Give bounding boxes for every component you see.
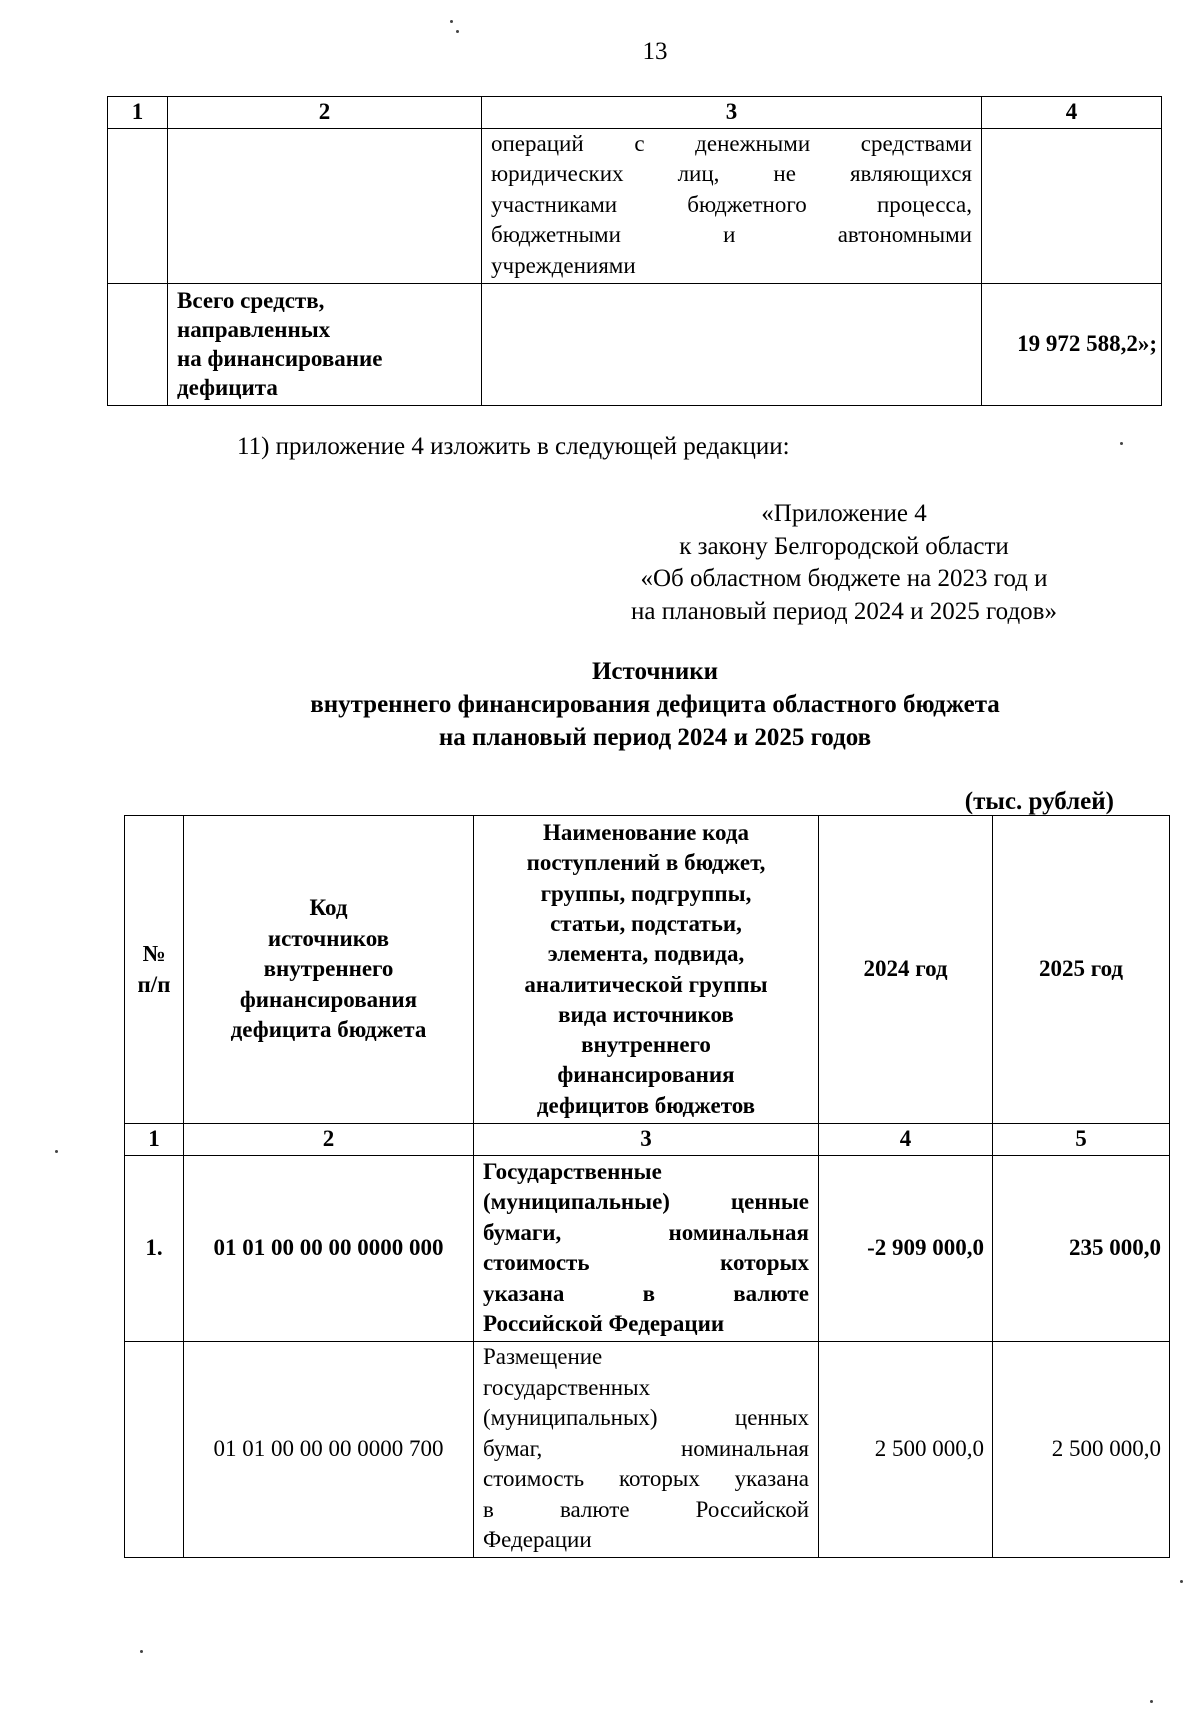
top-table-description (482, 128, 982, 283)
row-code: 01 01 00 00 00 0000 700 (184, 1341, 474, 1557)
title-line: Источники (591, 658, 719, 685)
table-row (125, 1341, 1170, 1557)
row-number (125, 1341, 184, 1557)
column-number: 2 (184, 1124, 474, 1156)
column-number: 5 (993, 1124, 1170, 1156)
appendix-reference (544, 498, 1144, 628)
total-value: 19 972 588,2»; (982, 283, 1162, 405)
text-line: участниками бюджетного процесса, (491, 191, 972, 217)
header-year-2024: 2024 год (819, 816, 993, 1124)
row-value-2025: 235 000,0 (993, 1155, 1170, 1341)
amendment-paragraph: 11) приложение 4 изложить в следующей редакции: (237, 433, 790, 460)
title-line: внутреннего финансирования дефицита областного бюджета (310, 691, 1000, 718)
row-value-2025: 2 500 000,0 (993, 1341, 1170, 1557)
column-number: 1 (125, 1124, 184, 1156)
top-table-row (108, 128, 1162, 283)
top-table-header-cell: 2 (168, 97, 482, 129)
scan-speck (55, 1150, 58, 1153)
scan-speck (1120, 442, 1123, 445)
scan-speck (1180, 1580, 1183, 1583)
scan-speck (456, 30, 459, 33)
text-line: учреждениями (491, 252, 636, 278)
row-name: Размещение государственных (муниципальных) ценных бумаг, номинальная стоимость которых указана в валюте Российской Федерации (474, 1341, 819, 1557)
table-row (125, 1155, 1170, 1341)
top-table (107, 96, 1162, 406)
header-number: № п/п (125, 816, 184, 1124)
header-name: Наименование кода поступлений в бюджет, группы, подгруппы, статьи, подстатьи, элемента, подвида, аналитической группы вида источников внутреннего финансирования дефицитов бюджетов (474, 816, 819, 1124)
sources-table (124, 815, 1170, 1558)
appendix-line: «Об областном бюджете на 2023 год и (640, 565, 1048, 592)
top-table-header-cell: 1 (108, 97, 168, 129)
column-number: 3 (474, 1124, 819, 1156)
header-code: Код источников внутреннего финансирования дефицита бюджета (184, 816, 474, 1124)
text-line: юридических лиц, не являющихся (491, 161, 972, 186)
top-table-header-cell: 3 (482, 97, 982, 129)
document-title (0, 655, 1200, 754)
column-numbers-row (125, 1124, 1170, 1156)
scan-speck (140, 1650, 143, 1653)
appendix-line: к закону Белгородской области (679, 532, 1009, 560)
units-label: (тыс. рублей) (964, 788, 1114, 815)
text-line: операций с денежными средствами (491, 130, 972, 156)
header-year-2025: 2025 год (993, 816, 1170, 1124)
appendix-line: «Приложение 4 (761, 500, 927, 527)
row-name: Государственные (муниципальные) ценные бумаги, номинальная стоимость которых указана в валюте Российской Федерации (474, 1155, 819, 1341)
page-number: 13 (642, 38, 668, 65)
sources-table-header (125, 816, 1170, 1124)
row-number: 1. (125, 1155, 184, 1341)
row-code: 01 01 00 00 00 0000 000 (184, 1155, 474, 1341)
top-table-header (108, 97, 1162, 129)
scan-speck (450, 20, 453, 23)
appendix-line: на плановый период 2024 и 2025 годов» (631, 597, 1057, 625)
total-label: Всего средств, направленных на финансирование дефицита (168, 283, 482, 405)
row-value-2024: 2 500 000,0 (819, 1341, 993, 1557)
text-line: бюджетными и автономными (491, 222, 972, 247)
column-number: 4 (819, 1124, 993, 1156)
top-table-total-row (108, 283, 1162, 405)
row-value-2024: -2 909 000,0 (819, 1155, 993, 1341)
scan-speck (1150, 1700, 1153, 1703)
top-table-header-cell: 4 (982, 97, 1162, 129)
title-line: на плановый период 2024 и 2025 годов (438, 724, 872, 751)
